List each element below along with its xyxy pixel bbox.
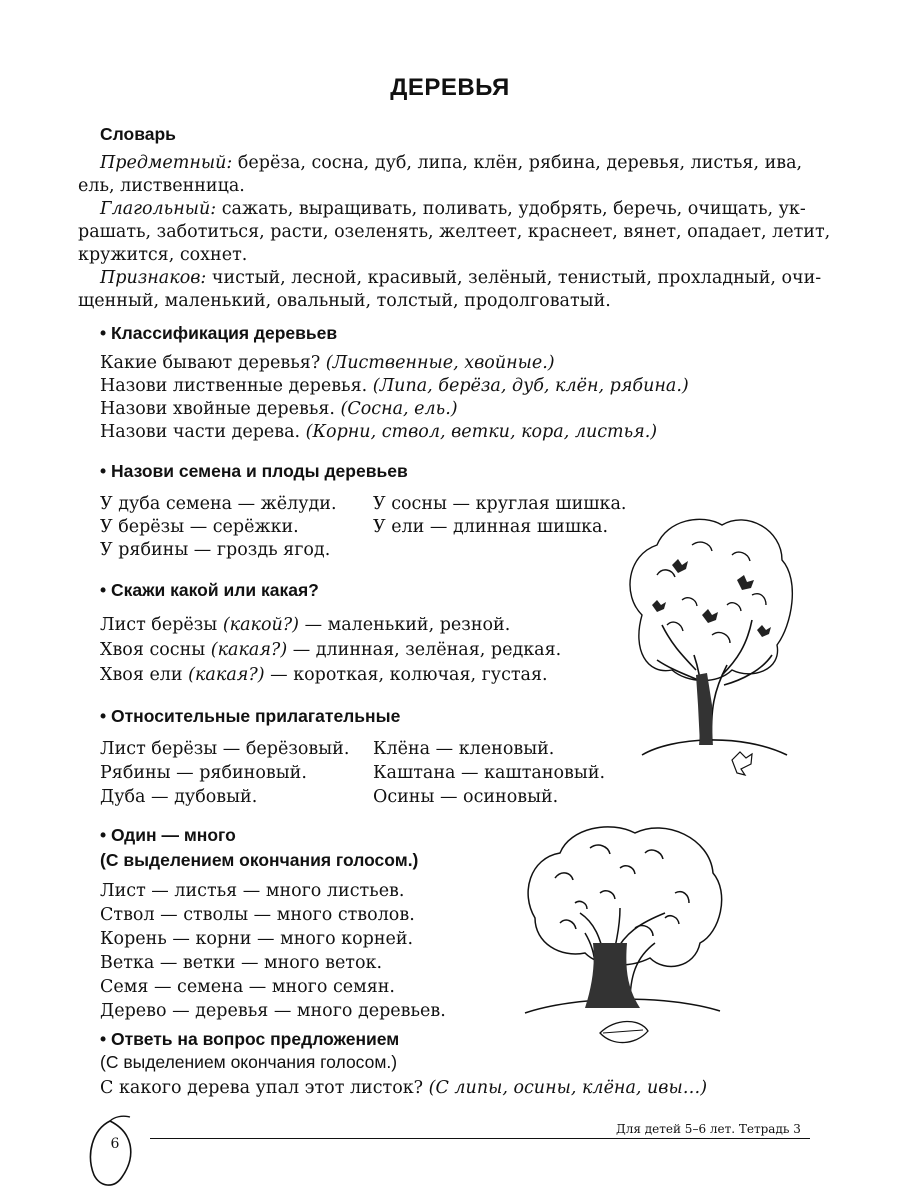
vocab-attr-line (100, 267, 821, 291)
relative-right-item: Осины — осиновый. (373, 787, 559, 807)
classification-row: Назови части дерева. (Корни, ствол, ветки, кора, листья.) (100, 422, 658, 442)
seeds-right-item: У ели — длинная шишка. (373, 517, 609, 537)
which-row: Лист берёзы (какой?) — маленький, резной. (100, 615, 511, 635)
footer-rule (150, 1138, 810, 1139)
subject-label: Предметный: (100, 153, 233, 173)
relative-right-item: Клёна — кленовый. (373, 739, 555, 759)
answer-question: С какого дерева упал этот листок? (С липы, осины, клёна, ивы…) (100, 1078, 708, 1098)
classification-heading: • Классификация деревьев (100, 323, 338, 343)
vocab-verb-line (100, 198, 806, 222)
one-many-row: Семя — семена — много семян. (100, 977, 395, 997)
seeds-heading: • Назови семена и плоды деревьев (100, 461, 408, 481)
leaf-page-icon (82, 1115, 144, 1195)
seeds-left-item: У рябины — гроздь ягод. (100, 540, 331, 560)
seeds-left-item: У берёзы — серёжки. (100, 517, 299, 537)
answer-heading: • Ответь на вопрос предложением (100, 1029, 400, 1049)
which-heading: • Скажи какой или какая? (100, 580, 319, 600)
one-many-row: Корень — корни — много корней. (100, 929, 414, 949)
relative-left-item: Рябины — рябиновый. (100, 763, 307, 783)
relative-heading: • Относительные прилагательные (100, 706, 401, 726)
verb-label: Глагольный: (100, 199, 217, 219)
classification-row: Назови лиственные деревья. (Липа, берёза, дуб, клён, рябина.) (100, 376, 689, 396)
vocab-verb-line2: рашать, заботиться, расти, озеленять, желтеет, краснеет, вянет, опадает, летит, (78, 222, 831, 242)
which-row: Хвоя сосны (какая?) — длинная, зелёная, редкая. (100, 640, 562, 660)
verb-text: сажать, выращивать, поливать, удобрять, беречь, очищать, ук- (216, 199, 806, 219)
one-many-row: Дерево — деревья — много деревьев. (100, 1001, 446, 1021)
classification-row: Назови хвойные деревья. (Сосна, ель.) (100, 399, 458, 419)
seeds-left-item: У дуба семена — жёлуди. (100, 494, 337, 514)
classification-row: Какие бывают деревья? (Лиственные, хвойные.) (100, 353, 555, 373)
one-many-row: Лист — листья — много листьев. (100, 881, 405, 901)
subject-text: берёза, сосна, дуб, липа, клён, рябина, деревья, листья, ива, (232, 153, 803, 173)
one-many-row: Ствол — стволы — много стволов. (100, 905, 415, 925)
answer-subheading: (С выделением окончания голосом.) (100, 1052, 398, 1072)
page-title: ДЕРЕВЬЯ (390, 74, 510, 101)
relative-right-item: Каштана — каштановый. (373, 763, 606, 783)
vocab-attr-line2: щенный, маленький, овальный, толстый, продолговатый. (78, 291, 611, 311)
relative-left-item: Дуба — дубовый. (100, 787, 258, 807)
one-many-subheading: (С выделением окончания голосом.) (100, 850, 419, 870)
vocab-verb-line3: кружится, сохнет. (78, 245, 248, 265)
attr-label: Признаков: (100, 268, 207, 288)
vocab-subject-line2: ель, лиственница. (78, 176, 245, 196)
one-many-heading: • Один — много (100, 825, 236, 845)
attr-text: чистый, лесной, красивый, зелёный, тенистый, прохладный, очи- (206, 268, 822, 288)
which-row: Хвоя ели (какая?) — короткая, колючая, густая. (100, 665, 548, 685)
oak-tree-illustration (515, 818, 730, 1063)
vocab-heading: Словарь (100, 124, 176, 144)
footer-caption: Для детей 5–6 лет. Тетрадь 3 (616, 1122, 801, 1136)
maple-tree-illustration (612, 505, 802, 805)
vocab-subject-line (100, 152, 802, 176)
page-number: 6 (110, 1136, 120, 1152)
relative-left-item: Лист берёзы — берёзовый. (100, 739, 350, 759)
seeds-right-item: У сосны — круглая шишка. (373, 494, 627, 514)
one-many-row: Ветка — ветки — много веток. (100, 953, 383, 973)
